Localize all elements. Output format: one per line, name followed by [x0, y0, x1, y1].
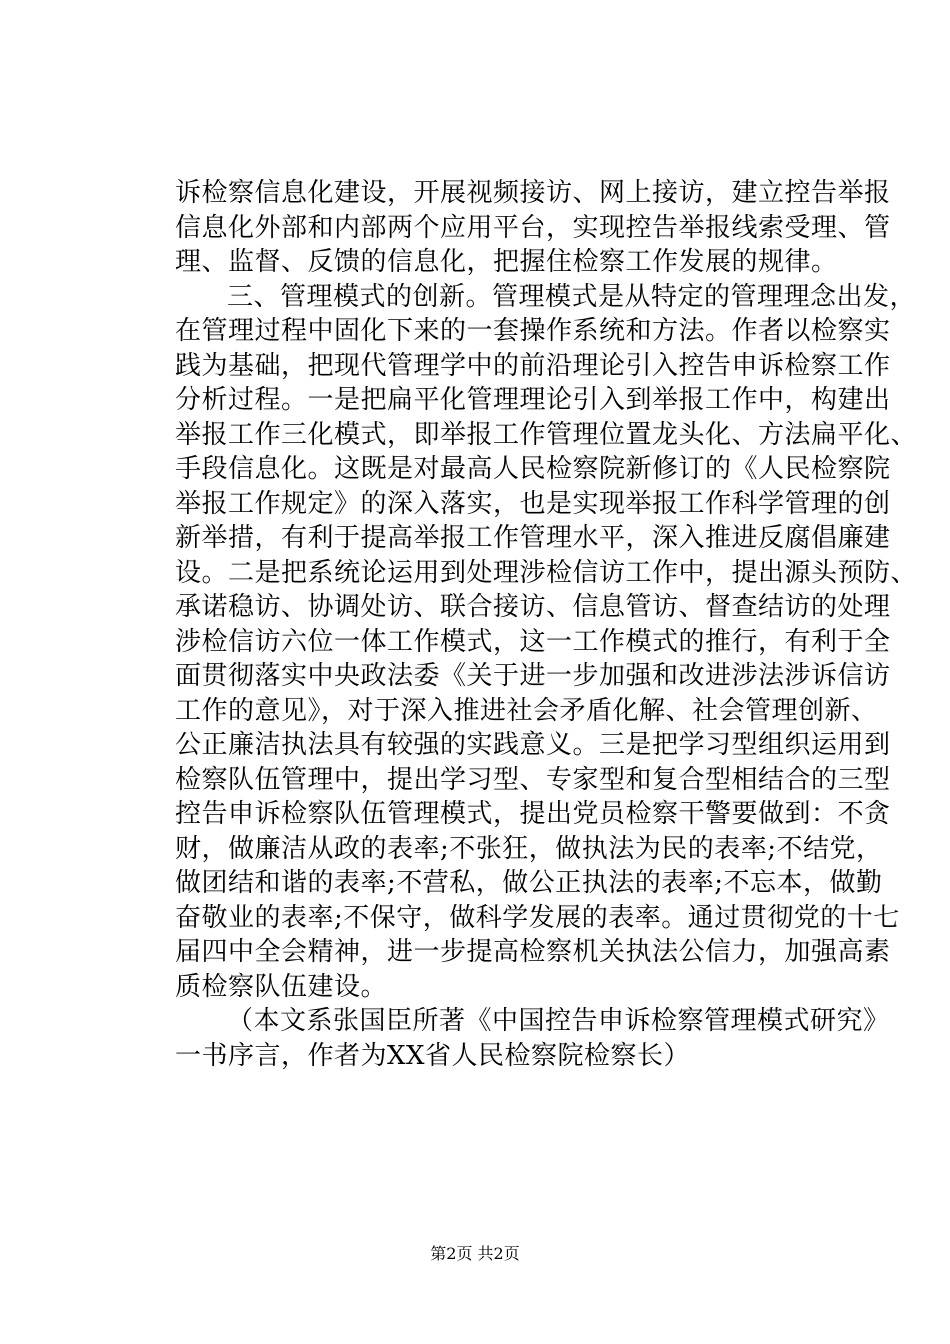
text-line: 手段信息化。这既是对最高人民检察院新修订的《人民检察院	[175, 454, 891, 484]
text-line: 践为基础，把现代管理学中的前沿理论引入控告申诉检察工作	[175, 350, 891, 381]
text-line: 检察队伍管理中，提出学习型、专家型和复合型相结合的三型	[175, 764, 891, 795]
text-line: 分析过程。一是把扁平化管理理论引入到举报工作中，构建出	[175, 385, 891, 415]
text-line: 信息化外部和内部两个应用平台，实现控告举报线索受理、管	[175, 212, 891, 243]
text-line: 公正廉洁执法具有较强的实践意义。三是把学习型组织运用到	[175, 730, 891, 760]
document-body	[175, 176, 918, 1073]
text-line: 三、管理模式的创新。管理模式是从特定的管理理念出发，	[227, 281, 917, 312]
text-line: 财，做廉洁从政的表率;不张狂，做执法为民的表率;不结党，	[175, 833, 883, 864]
text-line: 届四中全会精神，进一步提高检察机关执法公信力，加强高素	[175, 937, 891, 967]
text-line: 工作的意见》，对于深入推进社会矛盾化解、社会管理创新、	[175, 695, 878, 726]
text-line: 承诺稳访、协调处访、联合接访、信息管访、督查结访的处理	[175, 592, 891, 622]
text-line: 质检察队伍建设。	[175, 971, 388, 1002]
text-line: 涉检信访六位一体工作模式，这一工作模式的推行，有利于全	[175, 626, 891, 657]
text-line: 控告申诉检察队伍管理模式，提出党员检察干警要做到：不贪	[175, 799, 891, 829]
text-line: 奋敬业的表率;不保守，做科学发展的表率。通过贯彻党的十七	[175, 902, 900, 933]
text-line: 诉检察信息化建设，开展视频接访、网上接访，建立控告举报	[175, 178, 891, 208]
text-line: 一书序言，作者为XX省人民检察院检察长）	[175, 1040, 691, 1071]
text-line: 做团结和谐的表率;不营私，做公正执法的表率;不忘本，做勤	[175, 868, 883, 898]
text-line: （本文系张国臣所著《中国控告申诉检察管理模式研究》	[227, 1006, 890, 1036]
text-line: 在管理过程中固化下来的一套操作系统和方法。作者以检察实	[175, 316, 891, 346]
text-line: 设。二是把系统论运用到处理涉检信访工作中，提出源头预防、	[175, 557, 918, 588]
page-number-footer: 第2页 共2页	[430, 1244, 520, 1263]
text-line: 新举措，有利于提高举报工作管理水平，深入推进反腐倡廉建	[175, 523, 891, 553]
text-line: 举报工作规定》的深入落实，也是实现举报工作科学管理的创	[175, 488, 891, 519]
text-line: 举报工作三化模式，即举报工作管理位置龙头化、方法扁平化、	[175, 419, 918, 450]
text-line: 面贯彻落实中央政法委《关于进一步加强和改进涉法涉诉信访	[175, 661, 891, 691]
text-line: 理、监督、反馈的信息化，把握住检察工作发展的规律。	[175, 247, 838, 277]
